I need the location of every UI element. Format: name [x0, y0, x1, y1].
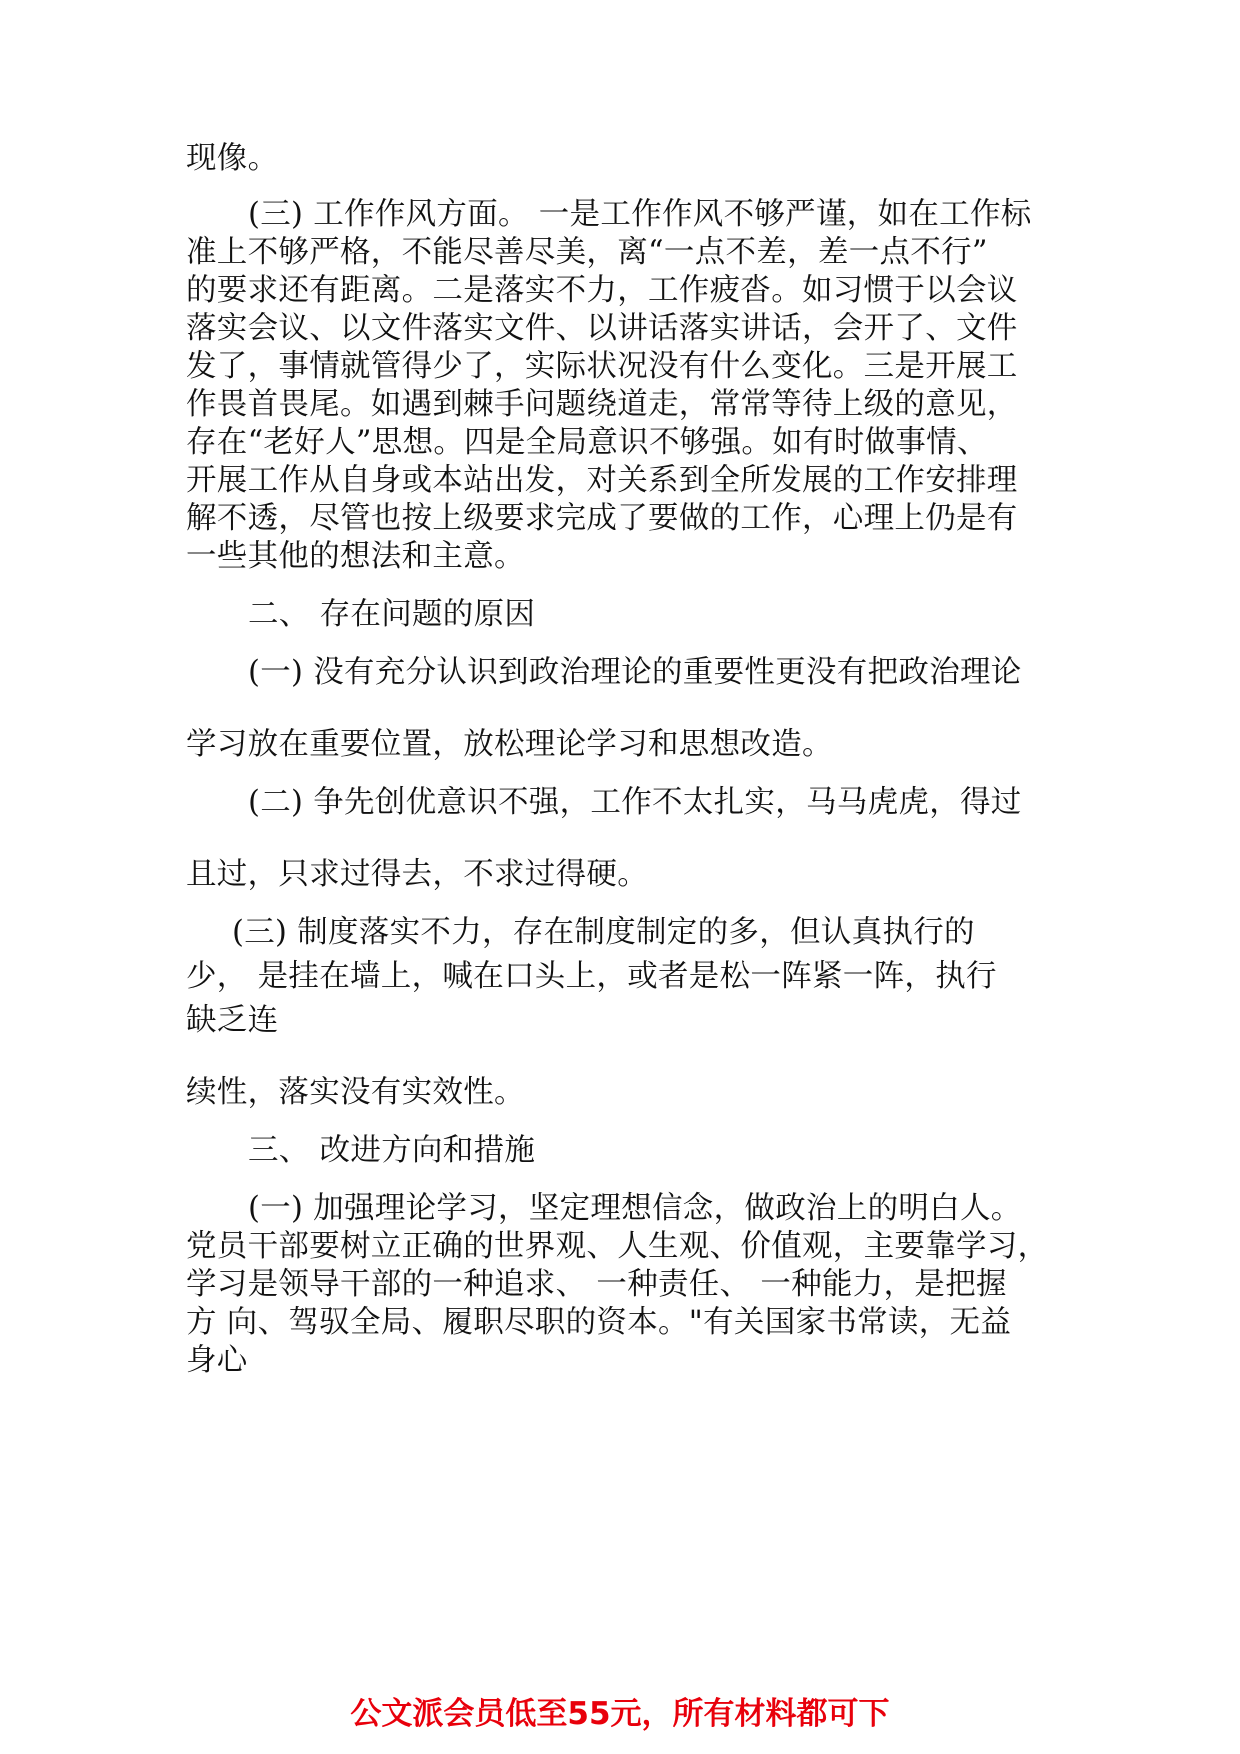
paragraph-line: 学习是领导干部的一种追求、 一种责任、 一种能力，是把握 [186, 1267, 1007, 1302]
paragraph-line: 续性，落实没有实效性。 [186, 1075, 525, 1110]
paragraph-line: 方 向、驾驭全局、履职尽职的资本。"有关国家书常读，无益 [186, 1305, 1012, 1340]
section-heading-work-style: (三) 工作作风方面。 一是工作作风不够严谨，如在工作标 [248, 197, 1032, 232]
paragraph-line: 准上不够严格，不能尽善尽美，离“一点不差，差一点不行” [186, 235, 988, 270]
paragraph-line: (一) 没有充分认识到政治理论的重要性更没有把政治理论 [248, 655, 1022, 690]
paragraph-line: 存在“老好人”思想。四是全局意识不够强。如有时做事情、 [186, 425, 988, 460]
paragraph-line: 开展工作从自身或本站出发，对关系到全所发展的工作安排理 [186, 463, 1018, 498]
section-heading-improvements: 三、 改进方向和措施 [248, 1133, 536, 1168]
paragraph-line: (三) 制度落实不力，存在制度制定的多，但认真执行的 [232, 915, 975, 950]
paragraph-line: 缺乏连 [186, 1003, 279, 1038]
paragraph-line: 学习放在重要位置，放松理论学习和思想改造。 [186, 727, 833, 762]
paragraph-line: 党员干部要树立正确的世界观、人生观、价值观，主要靠学习， [186, 1229, 1049, 1264]
paragraph-line: (一) 加强理论学习，坚定理想信念，做政治上的明白人。 [248, 1191, 1022, 1226]
paragraph-line: 发了，事情就管得少了，实际状况没有什么变化。三是开展工 [186, 349, 1018, 384]
paragraph-line: 一些其他的想法和主意。 [186, 539, 525, 574]
paragraph-line: 少， 是挂在墙上，喊在口头上，或者是松一阵紧一阵，执行 [186, 959, 997, 994]
paragraph-line: 现像。 [186, 141, 279, 176]
membership-promo-banner: 公文派会员低至55元，所有材料都可下 [350, 1696, 890, 1732]
paragraph-line: (二) 争先创优意识不强，工作不太扎实，马马虎虎，得过 [248, 785, 1022, 820]
paragraph-line: 作畏首畏尾。如遇到棘手问题绕道走，常常等待上级的意见， [186, 387, 1018, 422]
paragraph-line: 解不透，尽管也按上级要求完成了要做的工作，心理上仍是有 [186, 501, 1018, 536]
paragraph-line: 身心 [186, 1343, 248, 1378]
section-heading-causes: 二、 存在问题的原因 [248, 597, 536, 632]
paragraph-line: 的要求还有距离。二是落实不力，工作疲沓。如习惯于以会议 [186, 273, 1018, 308]
paragraph-line: 落实会议、以文件落实文件、以讲话落实讲话，会开了、文件 [186, 311, 1018, 346]
paragraph-line: 且过，只求过得去，不求过得硬。 [186, 857, 648, 892]
